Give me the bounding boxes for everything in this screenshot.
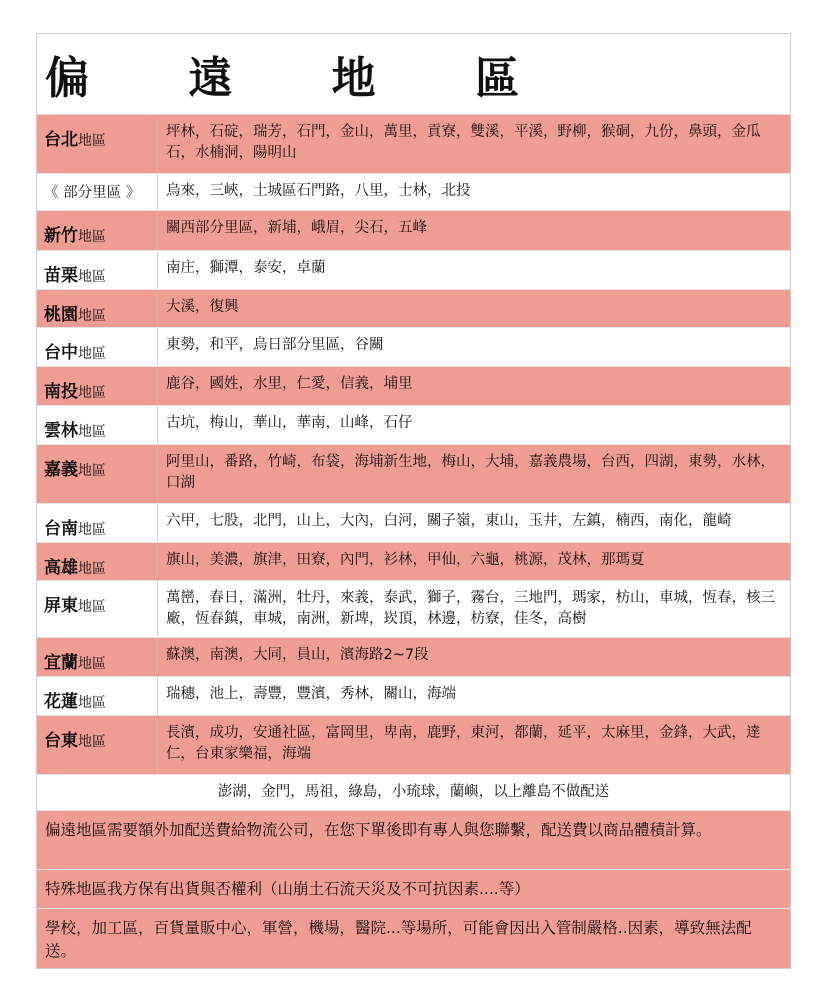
region-name: 花蓮 [44, 692, 78, 712]
region-name: 新竹 [44, 226, 78, 246]
region-areas: 旗山，美濃，旗津，田寮，內門，衫林，甲仙，六龜，桃源，茂林，那瑪夏 [166, 552, 645, 568]
islands-row [37, 775, 790, 811]
note-text: 偏遠地區需要額外加配送費給物流公司，在您下單後即有專人與您聯繫，配送費以商品體積計算。 [45, 821, 712, 839]
region-label [37, 328, 158, 366]
region-areas: 坪林，石碇，瑞芳，石門，金山，萬里，貢寮，雙溪，平溪，野柳，猴硐，九份，鼻頭，金瓜石，水楠洞，陽明山 [166, 124, 761, 161]
region-name: 南投 [44, 382, 78, 402]
region-row-tainan [37, 504, 790, 543]
region-label [37, 638, 158, 676]
region-row-yunlin [37, 406, 790, 445]
region-areas: 阿里山，番路，竹崎，布袋，海埔新生地，梅山，大埔，嘉義農場，台西，四湖，東勢，水林，口湖 [166, 454, 775, 491]
note-text: 特殊地區我方保有出貨與否權利（山崩土石流天災及不可抗因素....等） [45, 880, 530, 898]
region-suffix: 地區 [78, 561, 106, 577]
page-title: 偏 遠 地 區 [37, 34, 790, 115]
note-row [37, 811, 790, 870]
region-row-taitung [37, 716, 790, 775]
region-areas: 蘇澳，南澳，大同，員山，濱海路2~7段 [166, 647, 429, 663]
region-row-taipei [37, 115, 790, 174]
region-name: 嘉義 [44, 460, 78, 480]
region-row-taoyuan [37, 290, 790, 328]
region-label [37, 543, 158, 580]
region-name: 高雄 [44, 558, 78, 578]
region-label [37, 290, 158, 327]
region-suffix: 地區 [78, 133, 106, 149]
remote-areas-sheet [36, 33, 791, 969]
region-name: 屏東 [44, 596, 78, 616]
region-row-hualien [37, 677, 790, 716]
region-name: 苗栗 [44, 266, 78, 286]
region-suffix: 地區 [78, 424, 106, 440]
region-suffix: 地區 [78, 599, 106, 615]
region-label [37, 251, 158, 289]
region-areas: 烏來，三峽，土城區石門路，八里，士林，北投 [166, 183, 471, 199]
region-row-yilan [37, 638, 790, 677]
region-label [37, 504, 158, 542]
region-label [37, 174, 158, 210]
region-label [37, 677, 158, 715]
region-name: 台中 [44, 343, 78, 363]
region-row-taichung [37, 328, 790, 367]
region-areas: 萬巒，春日，滿洲，牡丹，來義，泰武，獅子，霧台，三地門，瑪家，枋山，車城，恆春，核三廠，恆春鎮，車城，南洲，新埤，崁頂，林邊，枋寮，佳冬，高樹 [166, 590, 775, 627]
region-areas: 大溪，復興 [166, 299, 239, 315]
region-row-hsinchu [37, 211, 790, 251]
region-label [37, 211, 158, 250]
region-name: 《 部分里區 》 [44, 185, 141, 201]
region-suffix: 地區 [78, 695, 106, 711]
region-name: 桃園 [44, 305, 78, 325]
region-row-nantou [37, 367, 790, 406]
islands-note: 澎湖，金門，馬祖，綠島，小琉球，蘭嶼，以上離島不做配送 [217, 784, 610, 800]
region-name: 台北 [44, 130, 78, 150]
region-row-kaohsiung [37, 543, 790, 581]
region-suffix: 地區 [78, 308, 106, 324]
region-label [37, 406, 158, 444]
region-label [37, 367, 158, 405]
region-areas: 長濱，成功，安通社區，富岡里，卑南，鹿野，東河，都蘭，延平，太麻里，金鋒，大武，達仁，台東家樂福，海端 [166, 725, 761, 762]
region-areas: 東勢，和平，烏日部分里區，谷關 [166, 337, 384, 353]
region-name: 台東 [44, 731, 78, 751]
region-label [37, 581, 158, 637]
region-row-miaoli [37, 251, 790, 290]
region-suffix: 地區 [78, 269, 106, 285]
region-areas: 瑞穗，池上，壽豐，豐濱，秀林，關山，海端 [166, 686, 456, 702]
region-suffix: 地區 [78, 734, 106, 750]
region-row-chiayi [37, 445, 790, 504]
region-label [37, 445, 158, 503]
region-name: 台南 [44, 519, 78, 539]
note-row [37, 870, 790, 909]
region-name: 宜蘭 [44, 653, 78, 673]
region-areas: 南庄，獅潭，泰安，卓蘭 [166, 260, 326, 276]
region-label [37, 716, 158, 774]
region-areas: 六甲，七股，北門，山上，大內，白河，關子嶺，東山，玉井，左鎮，楠西，南化，龍崎 [166, 513, 732, 529]
region-suffix: 地區 [78, 522, 106, 538]
region-suffix: 地區 [78, 346, 106, 362]
region-areas: 古坑，梅山，華山，華南，山峰，石仔 [166, 415, 413, 431]
region-areas: 鹿谷，國姓，水里，仁愛，信義，埔里 [166, 376, 413, 392]
region-row-pingtung [37, 581, 790, 638]
region-suffix: 地區 [78, 656, 106, 672]
note-text: 學校，加工區，百貨量販中心，軍營，機場，醫院...等場所，可能會因出入管制嚴格..因素，導致無法配送。 [45, 919, 752, 960]
region-areas: 關西部分里區，新埔，峨眉，尖石，五峰 [166, 220, 427, 236]
region-label [37, 115, 158, 173]
region-suffix: 地區 [78, 229, 106, 245]
region-suffix: 地區 [78, 463, 106, 479]
region-suffix: 地區 [78, 385, 106, 401]
region-row-partial [37, 174, 790, 211]
region-name: 雲林 [44, 421, 78, 441]
note-row [37, 909, 790, 968]
